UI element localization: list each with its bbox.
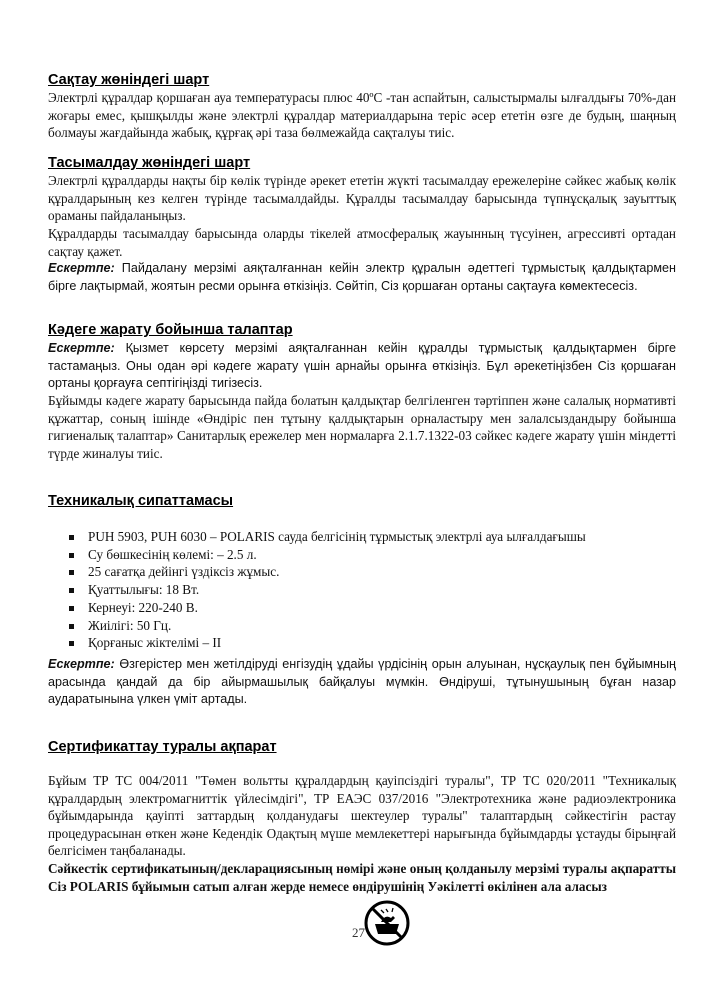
- transport-heading: Тасымалдау жөніндегі шарт: [48, 155, 251, 171]
- page-number: 27: [352, 925, 365, 940]
- spec-item: Қуаттылығы: 18 Вт.: [66, 581, 586, 599]
- note-label: Ескертпе:: [48, 261, 115, 275]
- storage-text: Электрлі құралдар қоршаған ауа температурасы плюс 40ºС -тан аспайтын, салыстырмалы ылғалдығы 70%-дан жоғары емес, қышқылды және электрлі құралдар материалдарына теріс әсер ететін өзге де будың, шаңның болмауы жағдайында жабық, құрғақ әрі таза бөлмежайда сақталуы тиіс.: [48, 90, 676, 141]
- disposal-heading: Кәдеге жарату бойынша талаптар: [48, 322, 293, 338]
- certification-heading: Сертификаттау туралы ақпарат: [48, 739, 277, 755]
- specs-list: [66, 528, 586, 652]
- specs-note: [48, 656, 676, 709]
- transport-note-text: Пайдалану мерзімі аяқталғаннан кейін электр құралын әдеттегі тұрмыстық қалдықтармен бірге лақтырмай, жоятын ресми орынға өткізіңіз. Сөйтіп, Сіз қоршаған ортаны сақтауға көмектесесіз.: [48, 261, 676, 293]
- transport-note: [48, 260, 676, 295]
- spec-item: Қорғаныс жіктелімі – II: [66, 634, 586, 652]
- spec-item: Су бөшкесінің көлемі: – 2.5 л.: [66, 546, 586, 564]
- note-label: Ескертпе:: [48, 657, 115, 671]
- certification-bold-text: Сәйкестік сертификатының/декларациясының нөмірі және оның қолданылу мерзімі туралы ақпаратты Сіз POLARIS бұйымын сатып алған жерде немесе өндірушінің Уәкілетті өкілінен ала аласыз: [48, 861, 676, 894]
- storage-heading: Сақтау жөніндегі шарт: [48, 72, 210, 88]
- spec-item: PUH 5903, PUH 6030 – POLARIS сауда белгісінің тұрмыстық электрлі ауа ылғалдағышы: [66, 528, 586, 546]
- transport-text-1: Электрлі құралдарды нақты бір көлік түрінде әрекет ететін жүкті тасымалдау ережелеріне сәйкес жабық көлік құралдарының кез келген түрінде тасымалдайды. Құралды тасымалдау барысында түпнұсқалық зауыттық ораманы пайдаланыңыз.: [48, 173, 676, 224]
- specs-note-text: Өзгерістер мен жетілдіруді енгізудің ұдайы үрдісінің орын алуынан, нұсқаулық пен бұйымның арасында қандай да бір айырмашылық байқалуы мүмкін. Өндіруші, тұтынушының бұған назар аударатынына үлкен үміт артады.: [48, 657, 677, 707]
- disposal-note-text: Қызмет көрсету мерзімі аяқталғаннан кейін құралды тұрмыстық қалдықтармен бірге тастамаңыз. Оны одан әрі кәдеге жарату үшін арнайы орынға өткізіңіз. Бұл әрекетіңізбен Сіз қоршаған ортаны қорғауға септігіңізді тигізесіз.: [48, 341, 676, 391]
- no-dishwasher-icon: [364, 900, 410, 946]
- specs-heading: Техникалық сипаттамасы: [48, 493, 234, 509]
- disposal-text: Бұйымды кәдеге жарату барысында пайда болатын қалдықтар белгіленген тәртіппен және салалық нормативті құжаттар, соның ішінде «Өндіріс пен тұтыну қалдықтарын орналастыру мен залалсыздандыру бойынша гигиеналық талаптар» Санитарлық ережелер мен нормаларға 2.1.7.1322-03 сәйкес кәдеге жарату үшін міндетті түрде жиналуы тиіс.: [48, 393, 676, 461]
- note-label: Ескертпе:: [48, 341, 115, 355]
- certification-text: Бұйым ТР ТС 004/2011 "Төмен вольтты құралдардың қауіпсіздігі туралы", ТР ТС 020/2011 "Техникалық құралдардың электромагниттік үйлесімдігі", ТР ЕАЭС 037/2016 "Электротехника және радиоэлектроника бұйымдарында қауіпті заттардың қолданудағы шектеулер туралы" талаптардың сәйкестігін растау процедурасынан өткен және Кедендік Одақтың мүше мемлекеттері нарығында бұйымдарды ұстауды бірыңғай белгісімен таңбаланады.: [48, 773, 676, 859]
- spec-item: 25 сағатқа дейінгі үздіксіз жұмыс.: [66, 563, 586, 581]
- disposal-note: [48, 340, 676, 393]
- transport-text-2: Құралдарды тасымалдау барысында оларды тікелей атмосфералық жауынның түсуінен, агрессивті ортадан сақтау қажет.: [48, 226, 676, 259]
- spec-item: Кернеуі: 220-240 В.: [66, 599, 586, 617]
- spec-item: Жиілігі: 50 Гц.: [66, 617, 586, 635]
